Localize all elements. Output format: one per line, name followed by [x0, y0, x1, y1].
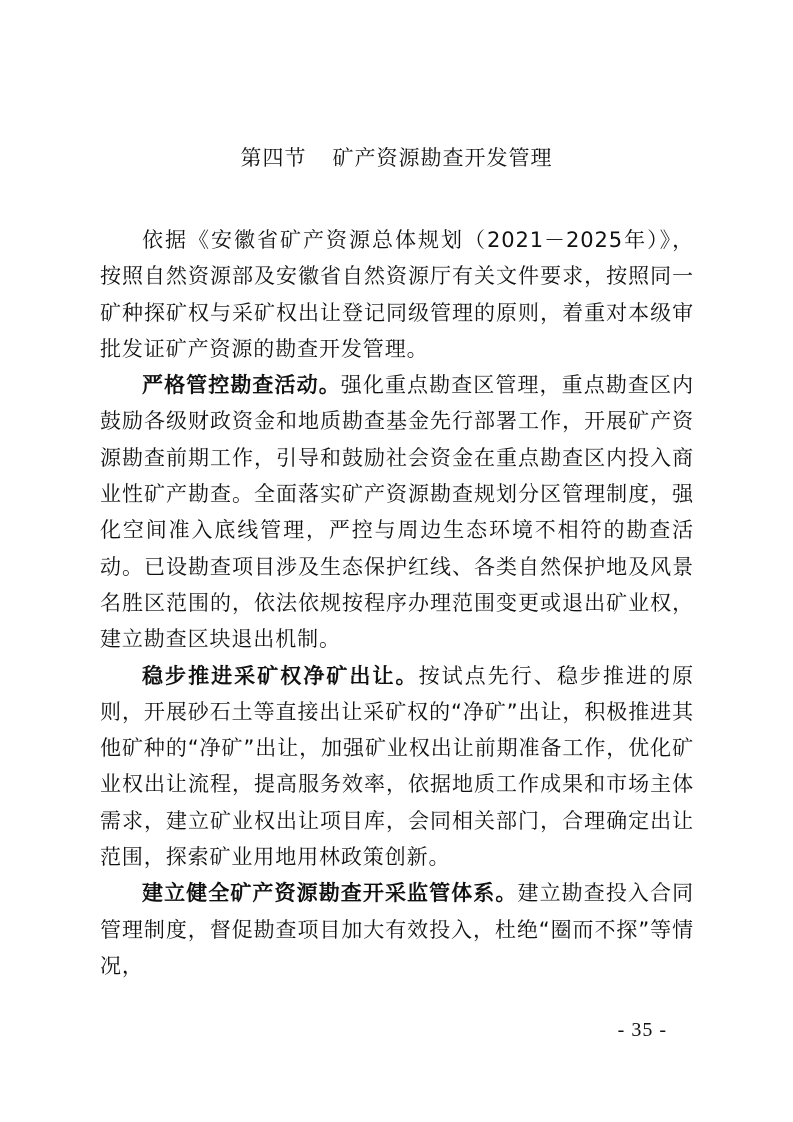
paragraph-clean-mining-rights — [100, 658, 694, 876]
paragraph-text: 强化重点勘查区管理，重点勘查区内鼓励各级财政资金和地质勘查基金先行部署工作，开展矿产资源勘查前期工作，引导和鼓励社会资金在重点勘查区内投入商业性矿产勘查。全面落实矿产资源勘查规划分区管理制度，强化空间准入底线管理，严控与周边生态环境不相符的勘查活动。已设勘查项目涉及生态保护红线、各类自然保护地及风景名胜区范围的，依法依规按程序办理范围变更或退出矿业权，建立勘查区块退出机制。 — [100, 373, 694, 652]
body-text — [100, 222, 694, 984]
paragraph-lead: 严格管控勘查活动。 — [142, 373, 341, 398]
paragraph-text: 依据《安徽省矿产资源总体规划（2021－2025年）》，按照自然资源部及安徽省自然资源厅有关文件要求，按照同一矿种探矿权与采矿权出让登记同级管理的原则，着重对本级审批发证矿产资源的勘查开发管理。 — [100, 228, 694, 361]
paragraph-exploration-control — [100, 367, 694, 657]
section-number: 第四节 — [240, 146, 307, 170]
paragraph-lead: 建立健全矿产资源勘查开采监管体系。 — [142, 881, 518, 906]
paragraph-intro — [100, 222, 694, 367]
paragraph-text: 建立勘查投入合同管理制度，督促勘查项目加大有效投入，杜绝“圈而不探”等情况， — [100, 881, 694, 978]
page-number: - 35 - — [617, 1019, 667, 1041]
paragraph-supervision-system — [100, 875, 694, 984]
paragraph-text: 按试点先行、稳步推进的原则，开展砂石土等直接出让采矿权的“净矿”出让，积极推进其他矿种的“净矿”出让，加强矿业权出让前期准备工作，优化矿业权出让流程，提高服务效率，依据地质工作成果和市场主体需求，建立矿业权出让项目库，会同相关部门，合理确定出让范围，探索矿业用地用林政策创新。 — [100, 663, 694, 870]
section-heading: 矿产资源勘查开发管理 — [332, 146, 553, 170]
section-title — [0, 142, 793, 174]
paragraph-lead: 稳步推进采矿权净矿出让。 — [142, 663, 419, 688]
